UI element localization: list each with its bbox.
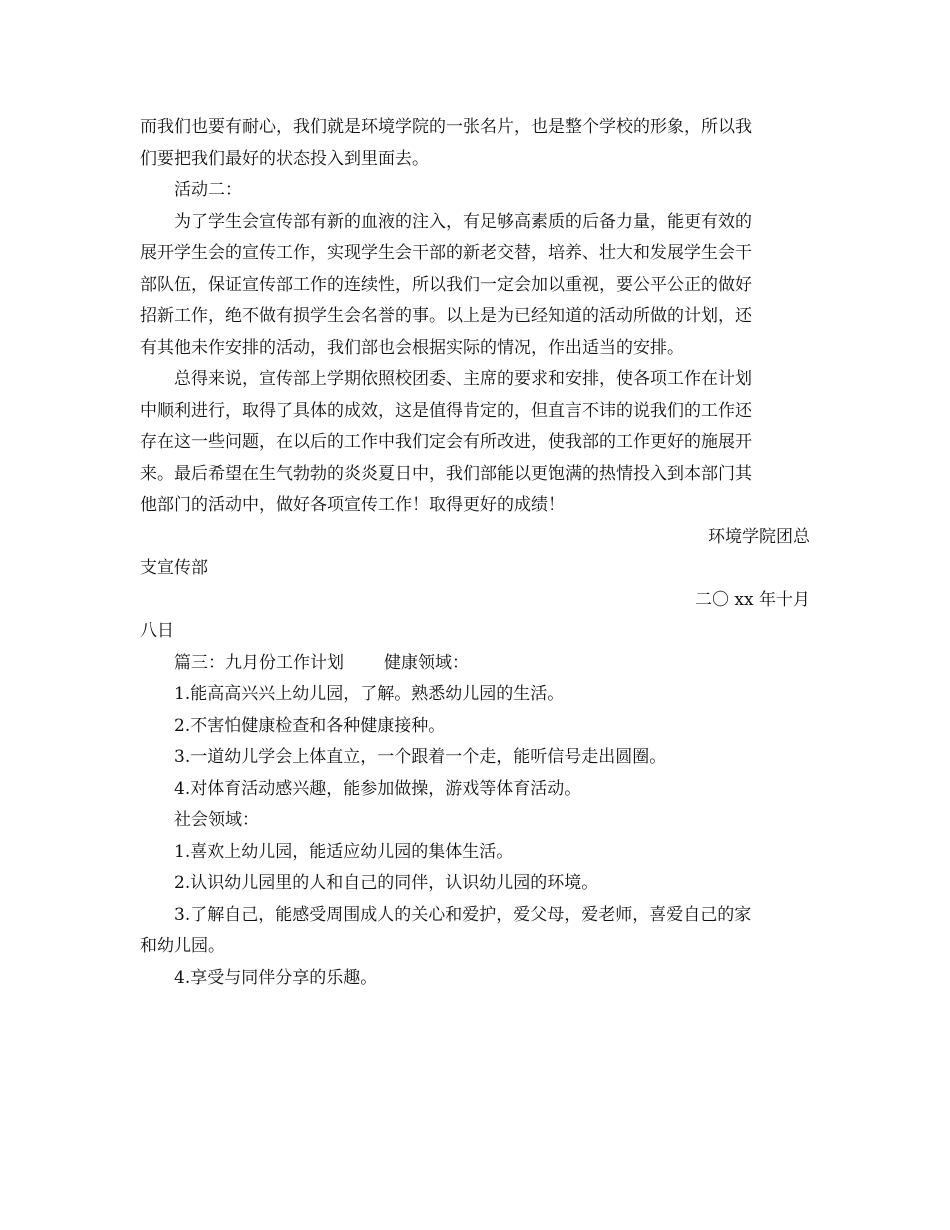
paragraph-line: 总得来说，宣传部上学期依照校团委、主席的要求和安排，使各项工作在计划 [174, 369, 752, 389]
paragraph-line: 存在这一些问题，在以后的工作中我们定会有所改进，使我部的工作更好的施展开 [140, 432, 752, 452]
list-item: 3.了解自己，能感受周围成人的关心和爱护，爱父母，爱老师，喜爱自己的家 [174, 904, 752, 925]
signature-line: 环境学院团总 [708, 526, 810, 547]
paragraph-line: 他部门的活动中，做好各项宣传工作！取得更好的成绩！ [140, 495, 565, 515]
paragraph-line: 们要把我们最好的状态投入到里面去。 [140, 148, 429, 169]
date-line: 八日 [140, 621, 174, 641]
section-heading: 社会领域： [174, 810, 259, 830]
list-item: 2.认识幼儿园里的人和自己的同伴，认识幼儿园的环境。 [174, 873, 599, 893]
list-item: 1.喜欢上幼儿园，能适应幼儿园的集体生活。 [174, 841, 514, 862]
paragraph-line: 中顺利进行，取得了具体的成效，这是值得肯定的，但直言不讳的说我们的工作还 [140, 400, 752, 421]
paragraph-line: 有其他未作安排的活动，我们部也会根据实际的情况，作出适当的安排。 [140, 337, 684, 358]
list-item: 4.享受与同伴分享的乐趣。 [174, 967, 378, 988]
list-item: 2.不害怕健康检查和各种健康接种。 [174, 715, 446, 736]
section-title-line [140, 648, 810, 680]
list-item: 1.能高高兴兴上幼儿园，了解。熟悉幼儿园的生活。 [174, 684, 565, 704]
paragraph-line: 来。最后希望在生气勃勃的炎炎夏日中，我们部能以更饱满的热情投入到本部门其 [140, 463, 752, 484]
signature-line: 支宣传部 [140, 558, 208, 578]
paragraph-line: 展开学生会的宣传工作，实现学生会干部的新老交替，培养、壮大和发展学生会干 [140, 243, 752, 263]
date-line: 二〇 xx 年十月 [695, 589, 810, 610]
section-heading: 活动二： [174, 180, 242, 200]
paragraph-line: 而我们也要有耐心，我们就是环境学院的一张名片，也是整个学校的形象，所以我 [140, 117, 752, 137]
paragraph-line: 部队伍，保证宣传部工作的连续性，所以我们一定会加以重视，要公平公正的做好 [140, 274, 752, 295]
list-item: 3.一道幼儿学会上体直立，一个跟着一个走，能听信号走出圆圈。 [174, 747, 667, 767]
paragraph-line: 招新工作，绝不做有损学生会名誉的事。以上是为已经知道的活动所做的计划，还 [140, 306, 752, 326]
list-item-continuation: 和幼儿园。 [140, 936, 225, 956]
section-heading: 健康领域： [384, 652, 469, 673]
section-title: 篇三：九月份工作计划 [174, 652, 344, 673]
list-item: 4.对体育活动感兴趣，能参加做操，游戏等体育活动。 [174, 778, 582, 799]
paragraph-line: 为了学生会宣传部有新的血液的注入，有足够高素质的后备力量，能更有效的 [174, 211, 752, 232]
